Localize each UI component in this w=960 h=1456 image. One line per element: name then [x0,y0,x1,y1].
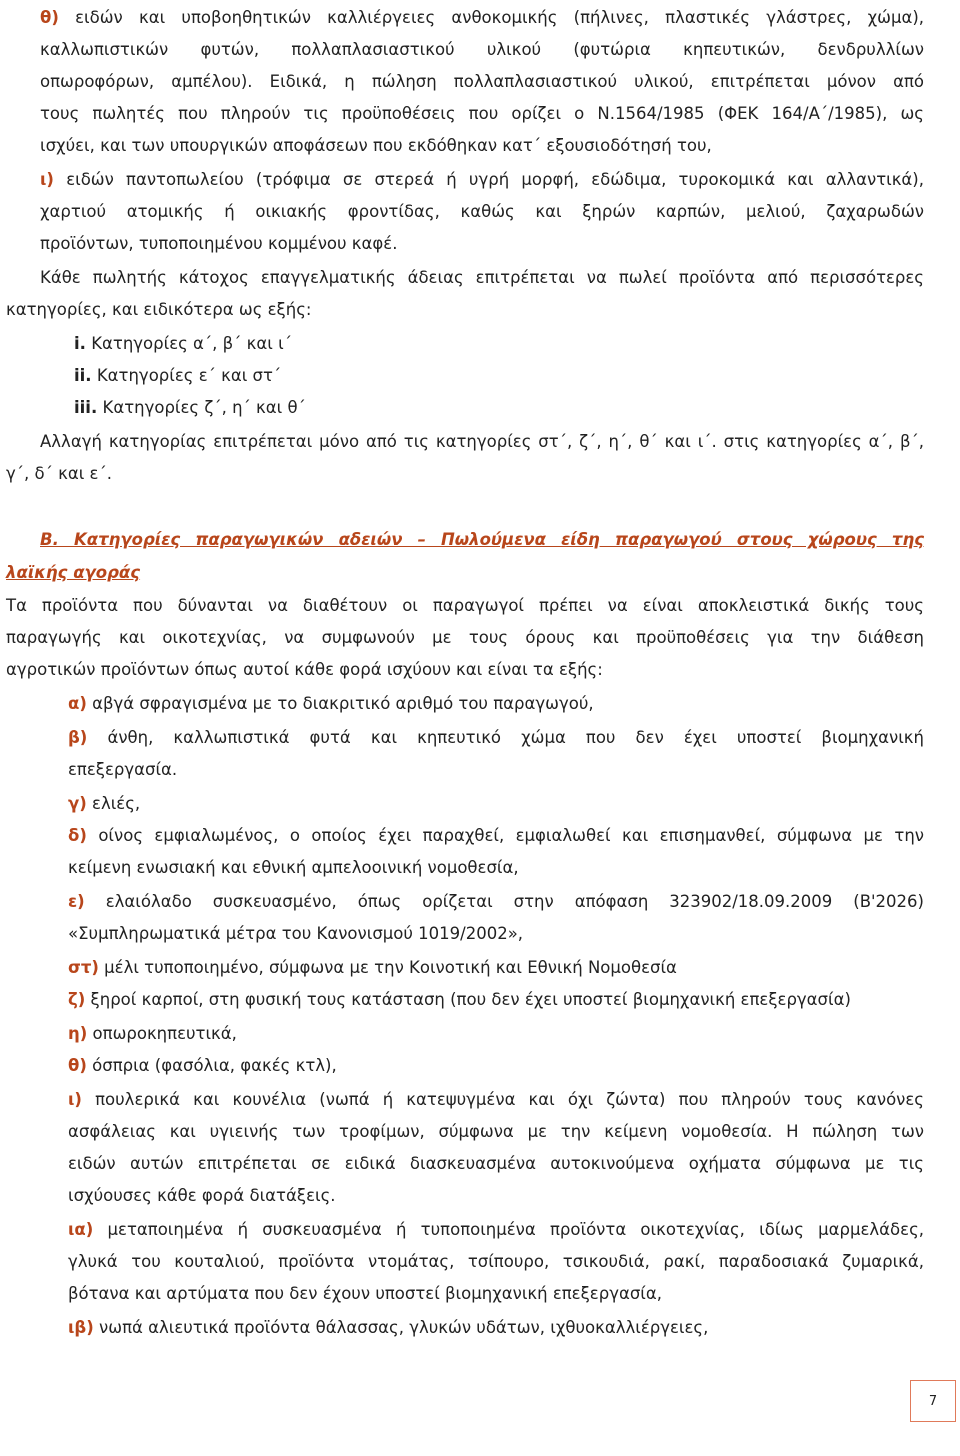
roman-text-3: Κατηγορίες ζ΄, η΄ και θ΄ [102,398,306,417]
roman-text-2: Κατηγορίες ε΄ και στ΄ [96,366,282,385]
roman-item-2 [74,366,281,386]
item-st [68,958,677,978]
item-i-line-2: ασφάλειας και υγιεινής των τροφίμων, σύμφωνα με την κείμενη νομοθεσία. Η πώληση των [68,1122,924,1141]
item-h-label: η) [68,1024,88,1043]
item-d-label: δ) [68,826,87,845]
item-i-label: ι) [68,1090,82,1109]
roman-text-1: Κατηγορίες α΄, β΄ και ι΄ [91,334,292,353]
item-c-label: γ) [68,794,87,813]
change-line-1: Αλλαγή κατηγορίας επιτρέπεται μόνο από τις κατηγορίες στ΄, ζ΄, η΄, θ΄ και ι΄. στις κατηγορίες α΄, β΄, [40,432,924,451]
item-i-line-4: ισχύουσες κάθε φορά διατάξεις. [68,1186,336,1205]
theta-label: θ) [40,8,59,27]
item-e-line-1 [68,892,924,912]
theta-text-1: ειδών και υποβοηθητικών καλλιέργειες ανθοκομικής (πήλινες, πλαστικές γλάστρες, χώμα), [75,8,924,27]
item-th-text: όσπρια (φασόλια, φακές κτλ), [92,1056,337,1075]
item-ia-line-1 [68,1220,924,1240]
item-d-line-2: κείμενη ενωσιακή και εθνική αμπελοοινική νομοθεσία, [68,858,519,877]
roman-item-1 [74,334,292,354]
item-d-text: οίνος εμφιαλωμένος, ο οποίος έχει παραχθεί, εμφιαλωθεί και επισημανθεί, σύμφωνα με την [98,826,924,845]
intro-line-3: αγροτικών προϊόντων όπως αυτοί κάθε φορά ισχύουν και είναι τα εξής: [6,660,603,679]
page-number-box [910,1380,956,1422]
item-ia-line-2: γλυκά του κουταλιού, προϊόντα ντομάτας, τσίπουρο, τσικουδιά, ρακί, παραδοσιακά ζυμαρικά, [68,1252,924,1271]
roman-num-2: ii. [74,366,92,385]
iota-text-1: ειδών παντοπωλείου (τρόφιμα σε στερεά ή υγρή μορφή, εδώδιμα, τυροκομικά και αλλαντικά), [66,170,924,189]
item-h [68,1024,237,1044]
item-a-text: αβγά σφραγισμένα με το διακριτικό αριθμό του παραγωγού, [92,694,594,713]
item-ib [68,1318,708,1338]
item-z [68,990,851,1010]
item-b-line-1 [68,728,924,748]
item-e-line-2: «Συμπληρωματικά μέτρα του Κανονισμού 1019/2002», [68,924,524,943]
item-th-label: θ) [68,1056,87,1075]
roman-item-3 [74,398,306,418]
section-b-heading-1: Β. Κατηγορίες παραγωγικών αδειών – Πωλούμενα είδη παραγωγού στους χώρους της [40,530,924,549]
iota-line-3: προϊόντων, τυποποιημένου κομμένου καφέ. [40,234,398,253]
item-a-label: α) [68,694,87,713]
item-st-text: μέλι τυποποιημένο, σύμφωνα με την Κοινοτική και Εθνική Νομοθεσία [104,958,677,977]
iota-line-2: χαρτιού ατομικής ή οικιακής φροντίδας, καθώς και ξηρών καρπών, μελιού, ζαχαρωδών [40,202,924,221]
section-b-heading-2: λαϊκής αγοράς [6,563,141,582]
theta-line-5: ισχύει, και των υπουργικών αποφάσεων που εκδόθηκαν κατ΄ εξουσιοδότησή του, [40,136,712,155]
item-ia-line-3: βότανα και αρτύματα που δεν έχουν υποστεί βιομηχανική επεξεργασία, [68,1284,662,1303]
theta-line-3: οπωροφόρων, αμπέλου). Ειδικά, η πώληση πολλαπλασιαστικού υλικού, επιτρέπεται μόνον από [40,72,924,91]
item-d-line-1 [68,826,924,846]
roman-num-3: iii. [74,398,98,417]
item-i-line-3: ειδών αυτών επιτρέπεται σε ειδικά διασκευασμένα αυτοκινούμενα οχήματα σύμφωνα με τις [68,1154,924,1173]
page-number: 7 [928,1394,938,1409]
theta-line-4: τους πωλητές που πληρούν τις προϋποθέσεις που ορίζει ο Ν.1564/1985 (ΦΕΚ 164/Α΄/1985), ως [40,104,924,123]
item-e-text: ελαιόλαδο συσκευασμένο, όπως ορίζεται στην απόφαση 323902/18.09.2009 (Β'2026) [105,892,924,911]
intro-line-1: Τα προϊόντα που δύνανται να διαθέτουν οι παραγωγοί πρέπει να είναι αποκλειστικά δικής τους [6,596,924,615]
item-i-text: πουλερικά και κουνέλια (νωπά ή κατεψυγμένα και όχι ζώντα) που πληρούν τους κανόνες [95,1090,924,1109]
iota-label: ι) [40,170,54,189]
license-line-2: κατηγορίες, και ειδικότερα ως εξής: [6,300,312,319]
item-c [68,794,140,814]
item-b-line-2: επεξεργασία. [68,760,178,779]
license-line-1: Κάθε πωλητής κάτοχος επαγγελματικής άδειας επιτρέπεται να πωλεί προϊόντα από περισσότερες [40,268,924,287]
item-st-label: στ) [68,958,99,977]
item-ia-text: μεταποιημένα ή συσκευασμένα ή τυποποιημένα προϊόντα οικοτεχνίας, ιδίως μαρμελάδες, [107,1220,924,1239]
item-a [68,694,594,714]
theta-line-2: καλλωπιστικών φυτών, πολλαπλασιαστικού υλικού (φυτώρια κηπευτικών, δενδρυλλίων [40,40,924,59]
item-e-label: ε) [68,892,85,911]
theta-line-1 [40,8,924,28]
item-z-text: ξηροί καρποί, στη φυσική τους κατάσταση (που δεν έχει υποστεί βιομηχανική επεξεργασία) [90,990,851,1009]
iota-line-1 [40,170,924,190]
item-z-label: ζ) [68,990,86,1009]
change-line-2: γ΄, δ΄ και ε΄. [6,464,112,483]
item-b-label: β) [68,728,88,747]
item-b-text: άνθη, καλλωπιστικά φυτά και κηπευτικό χώμα που δεν έχει υποστεί βιομηχανική [107,728,924,747]
item-c-text: ελιές, [92,794,141,813]
item-h-text: οπωροκηπευτικά, [92,1024,237,1043]
roman-num-1: i. [74,334,86,353]
item-th [68,1056,337,1076]
item-ib-label: ιβ) [68,1318,94,1337]
item-ib-text: νωπά αλιευτικά προϊόντα θάλασσας, γλυκών υδάτων, ιχθυοκαλλιέργειες, [99,1318,709,1337]
intro-line-2: παραγωγής και οικοτεχνίας, να συμφωνούν με τους όρους και προϋποθέσεις για την διάθεση [6,628,924,647]
item-ia-label: ια) [68,1220,94,1239]
item-i-line-1 [68,1090,924,1110]
